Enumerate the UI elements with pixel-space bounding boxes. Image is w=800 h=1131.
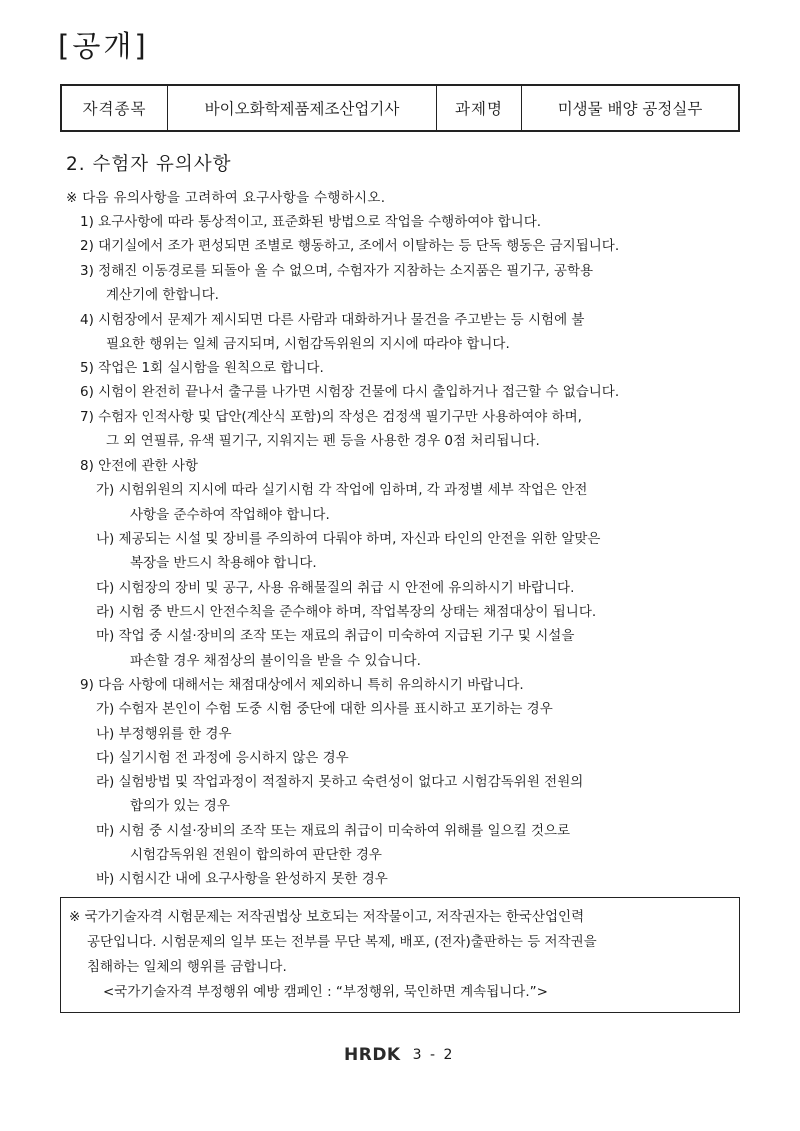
rule-line: 시험감독위원 전원이 합의하여 판단한 경우 — [130, 847, 382, 863]
task-value: 미생물 배양 공정실무 — [522, 85, 740, 131]
page-footer — [344, 1045, 454, 1065]
rule-line: 다) 실기시험 전 과정에 응시하지 않은 경우 — [96, 750, 349, 766]
rule-line: 라) 실험방법 및 작업과정이 적절하지 못하고 숙련성이 없다고 시험감독위원 전원의 — [96, 774, 584, 790]
qualification-value: 바이오화학제품제조산업기사 — [168, 85, 437, 131]
copyright-notice — [60, 897, 740, 1013]
task-label: 과제명 — [437, 85, 522, 131]
rule-line: 1) 요구사항에 따라 통상적이고, 표준화된 방법으로 작업을 수행하여야 합니다. — [80, 214, 542, 230]
exam-info-table — [60, 84, 740, 132]
rule-line: 사항을 준수하여 작업해야 합니다. — [130, 507, 330, 523]
rule-line: 가) 수험자 본인이 수험 도중 시험 중단에 대한 의사를 표시하고 포기하는 경우 — [96, 701, 553, 717]
rule-line: 4) 시험장에서 문제가 제시되면 다른 사람과 대화하거나 물건을 주고받는 등 시험에 불 — [80, 312, 585, 328]
rule-line: 2) 대기실에서 조가 편성되면 조별로 행동하고, 조에서 이탈하는 등 단독 행동은 금지됩니다. — [80, 238, 620, 254]
rule-line: 다) 시험장의 장비 및 공구, 사용 유해물질의 취급 시 안전에 유의하시기 바랍니다. — [96, 580, 575, 596]
section-intro: ※ 다음 유의사항을 고려하여 요구사항을 수행하시오. — [66, 190, 386, 206]
rule-line: 3) 정해진 이동경로를 되돌아 올 수 없으며, 수험자가 지참하는 소지품은 필기구, 공학용 — [80, 263, 594, 279]
rule-line: 7) 수험자 인적사항 및 답안(계산식 포함)의 작성은 검정색 필기구만 사용하여야 하며, — [80, 409, 582, 425]
hrdk-logo: HRDK — [344, 1045, 401, 1065]
notice-line: 침해하는 일체의 행위를 금합니다. — [87, 959, 287, 975]
rule-line: 가) 시험위원의 지시에 따라 실기시험 각 작업에 임하며, 각 과정별 세부 작업은 안전 — [96, 482, 588, 498]
page-number: 3 - 2 — [412, 1047, 455, 1063]
rule-line: 파손할 경우 채점상의 불이익을 받을 수 있습니다. — [130, 653, 421, 669]
rule-line: 계산기에 한합니다. — [106, 287, 219, 303]
rule-line: 라) 시험 중 반드시 안전수칙을 준수해야 하며, 작업복장의 상태는 채점대상이 됩니다. — [96, 604, 597, 620]
public-label: [공개] — [58, 29, 149, 63]
section-title: 2. 수험자 유의사항 — [66, 154, 232, 175]
qualification-label: 자격종목 — [61, 85, 168, 131]
rule-line: 나) 부정행위를 한 경우 — [96, 726, 232, 742]
rule-line: 6) 시험이 완전히 끝나서 출구를 나가면 시험장 건물에 다시 출입하거나 접근할 수 없습니다. — [80, 384, 620, 400]
rule-line: 합의가 있는 경우 — [130, 798, 230, 814]
rule-line: 마) 작업 중 시설·장비의 조작 또는 재료의 취급이 미숙하여 지급된 기구 및 시설을 — [96, 628, 575, 644]
rule-line: 필요한 행위는 일체 금지되며, 시험감독위원의 지시에 따라야 합니다. — [106, 336, 510, 352]
notice-line: 공단입니다. 시험문제의 일부 또는 전부를 무단 복제, 배포, (전자)출판하는 등 저작권을 — [87, 934, 597, 950]
rule-line: 그 외 연필류, 유색 필기구, 지워지는 펜 등을 사용한 경우 0점 처리됩니다. — [106, 433, 540, 449]
rule-line: 마) 시험 중 시설·장비의 조작 또는 재료의 취급이 미숙하여 위해를 일으킬 것으로 — [96, 823, 571, 839]
rule-line: 9) 다음 사항에 대해서는 채점대상에서 제외하니 특히 유의하시기 바랍니다. — [80, 677, 524, 693]
rule-line: 나) 제공되는 시설 및 장비를 주의하여 다뤄야 하며, 자신과 타인의 안전을 위한 알맞은 — [96, 531, 601, 547]
notice-line: <국가기술자격 부정행위 예방 캠페인 : “부정행위, 묵인하면 계속됩니다.”> — [103, 984, 548, 1000]
notice-line: ※ 국가기술자격 시험문제는 저작권법상 보호되는 저작물이고, 저작권자는 한국산업인력 — [69, 909, 585, 925]
rule-line: 5) 작업은 1회 실시함을 원칙으로 합니다. — [80, 360, 324, 376]
rule-line: 복장을 반드시 착용해야 합니다. — [130, 555, 317, 571]
rule-line: 바) 시험시간 내에 요구사항을 완성하지 못한 경우 — [96, 871, 388, 887]
rule-line: 8) 안전에 관한 사항 — [80, 458, 199, 474]
